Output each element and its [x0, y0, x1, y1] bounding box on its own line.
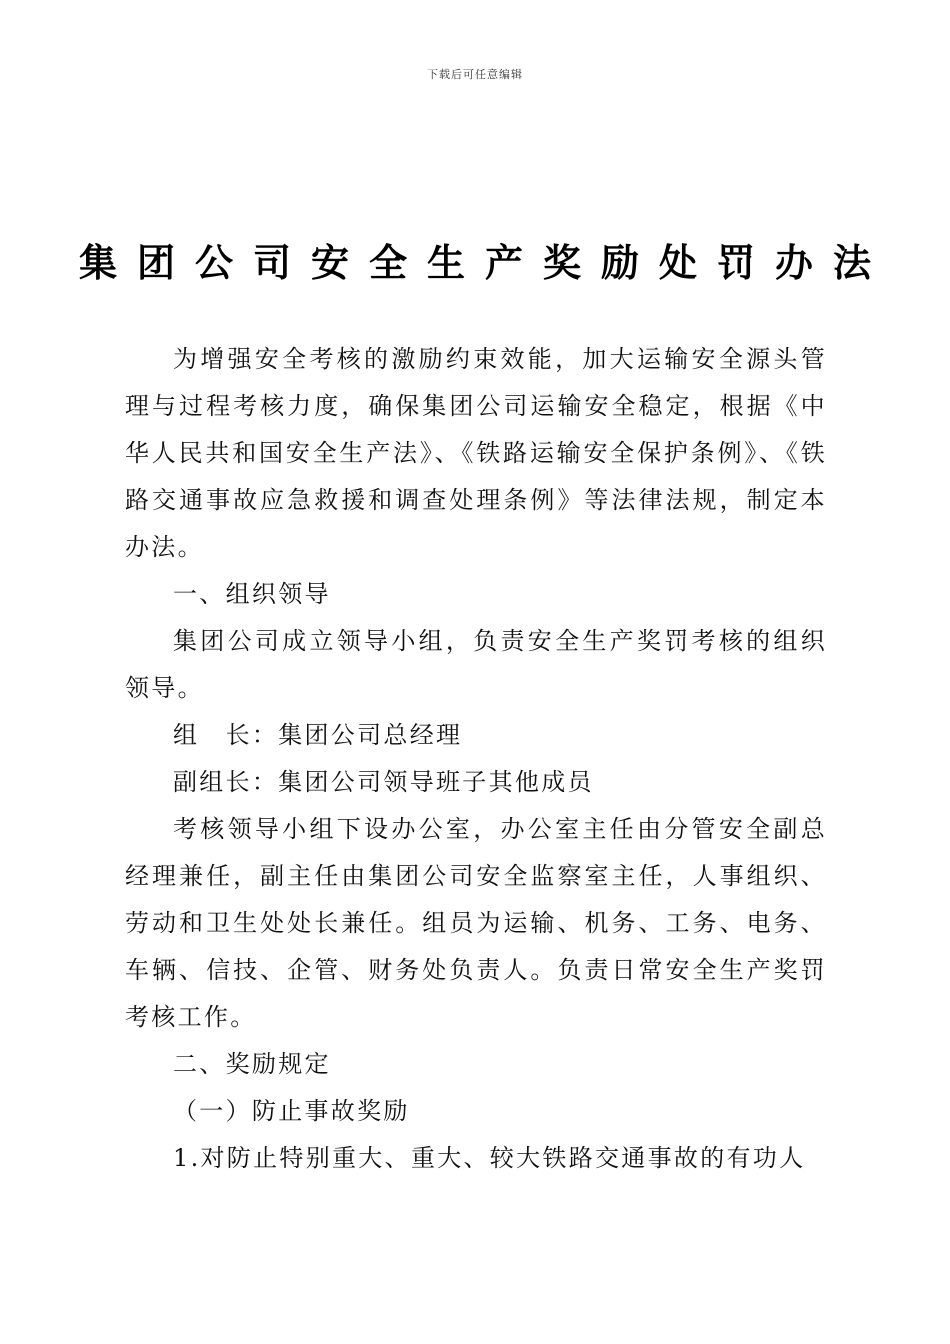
section-heading-rewards: 二、奖励规定 [173, 1050, 331, 1078]
subsection-heading-accident-prevention: （一）防止事故奖励 [173, 1097, 410, 1125]
paragraph-group-leader: 组 长：集团公司总经理 [173, 721, 463, 749]
paragraph-leading-group: 集团公司成立领导小组，负责安全生产奖罚考核的组织领导。 [125, 627, 827, 702]
paragraph-office: 考核领导小组下设办公室，办公室主任由分管安全副总经理兼任，副主任由集团公司安全监察室主任，人事组织、劳动和卫生处处长兼任。组员为运输、机务、工务、电务、车辆、信技、企管、财务处负责人。负责日常安全生产奖罚考核工作。 [125, 815, 827, 1031]
section-heading-organization: 一、组织领导 [173, 580, 331, 608]
paragraph-item-1: 1.对防止特别重大、重大、较大铁路交通事故的有功人 [173, 1144, 806, 1172]
header-note: 下载后可任意编辑 [427, 68, 523, 81]
document-body [125, 336, 827, 1182]
document-title: 集团公司安全生产奖励处罚办法 [78, 240, 891, 285]
paragraph-intro: 为增强安全考核的激励约束效能，加大运输安全源头管理与过程考核力度，确保集团公司运输安全稳定，根据《中华人民共和国安全生产法》、《铁路运输安全保护条例》、《铁路交通事故应急救援和调查处理条例》等法律法规，制定本办法。 [125, 345, 827, 561]
paragraph-deputy-leader: 副组长：集团公司领导班子其他成员 [173, 768, 594, 796]
